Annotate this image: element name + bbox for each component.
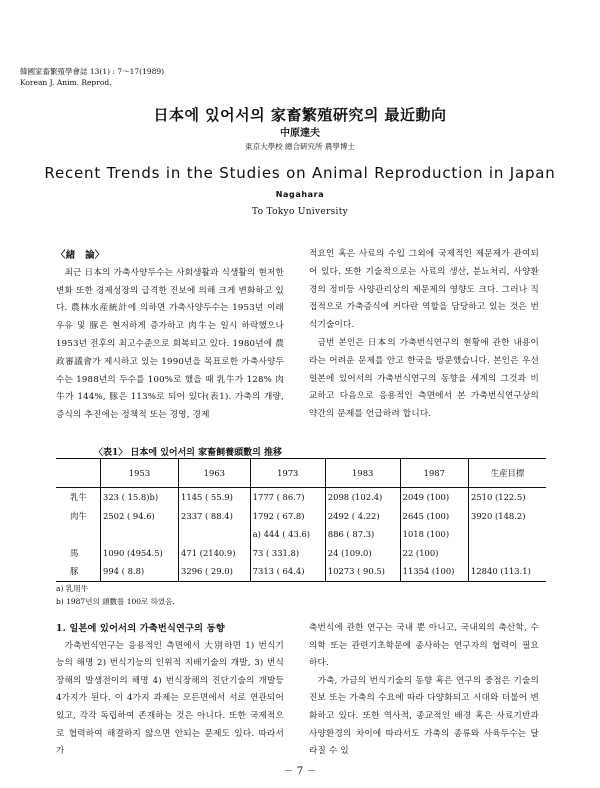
table-row — [56, 507, 546, 526]
table-cell — [179, 525, 251, 544]
table-cell: 994 ( 8.8) — [101, 562, 179, 581]
table-cell: 24 (109.0) — [325, 544, 400, 563]
affiliation-english: To Tokyo University — [252, 207, 348, 217]
table-cell: 2492 ( 4.22) — [325, 507, 400, 526]
intro-left-column — [56, 247, 284, 425]
table-cell: 1145 ( 55.9) — [179, 488, 251, 507]
table-cell: 1090 (4954.5) — [101, 544, 179, 563]
affiliation-korean: 東京大學校 總合硏究所 農學博士 — [245, 142, 355, 151]
section-paragraph: 가축, 가금의 번식기술의 동향 혹은 연구의 중점은 기술의 진보 또는 가축의 수요에 따라 다양화되고 시대와 더불어 변화하고 있다. 또한 역사적, 종교적인 배경 혹은 사료기반과 사양환경의 차이에 따라서도 가축의 종류와 사육두수는 달라질 수 있 — [309, 675, 539, 757]
row-label: 乳牛 — [70, 492, 87, 503]
table-cell: 1792 ( 67.8) — [250, 507, 325, 526]
intro-paragraph: 금번 본인은 日本의 가축번식연구의 현황에 관한 내용이라는 어려운 문제를 안고 한국을 방문했습니다. 본인은 우선 일본에 있어서의 가축번식연구의 동향을 세계의 그것과 비교하고 다음으로 응용적인 측면에서 본 가축번식연구상의 약간의 문제를 언급하려 합니다. — [309, 337, 539, 420]
livestock-table — [56, 458, 546, 582]
table-cell: 2049 (100) — [400, 488, 468, 507]
table-cell: 2645 (100) — [400, 507, 468, 526]
table-row — [56, 525, 546, 544]
table-cell: 1018 (100) — [400, 525, 468, 544]
intro-right-column — [309, 246, 539, 424]
table-cell: 12840 (113.1) — [469, 562, 546, 581]
table-cell: 10273 ( 90.5) — [325, 562, 400, 581]
page-number: － 7 － — [283, 766, 317, 777]
section-paragraph: 가축번식연구는 응용적인 측면에서 大別하면 1) 번식기능의 해명 2) 번식기능의 인위적 지배기술의 개발, 3) 번식장해의 발생전이의 해명 4) 번식장해의 진단기술의 개발등 4가지가 된다. 이 4가지 과제는 모든면에서 서로 연관되어 있고, 각각 독립하여 존재하는 것은 아니다. 또한 국제적으로 협력하여 해결하지 않으면 안되는 문제도 있다. 따라서 가 — [56, 640, 284, 757]
title-english: Recent Trends in the Studies on Animal Reproduction in Japan — [44, 164, 556, 182]
table-cell: 886 ( 87.3) — [325, 525, 400, 544]
table-header-cell: 1987 — [400, 459, 468, 488]
table-cell: 2510 (122.5) — [469, 488, 546, 507]
journal-header — [20, 66, 164, 88]
table-row — [56, 562, 546, 581]
table-header-cell: 1973 — [250, 459, 325, 488]
table-cell: 323 ( 15.8)b) — [101, 488, 179, 507]
intro-paragraph: 최근 日本의 가축사양두수는 사회생활과 식생활의 현저한 변화 또한 경제성장의 급격한 진보에 의해 크게 변화하고 있다. 農林水産統計에 의하면 가축사양두수는 1953년 이래 우유 및 豚은 현저하게 증가하고 肉牛는 일시 하락했으나 1953년 전후의 최고수준으로 회복되고 있다. 1980년에 農政審議會가 제시하고 있는 1990년을 목표로한 가축사양두수는 1988년의 두수를 100%로 했을 때 乳牛가 128% 肉牛가 144%, 豚은 113%로 되어 있다(表1). 가축의 개량, 증식의 추진에는 정책적 또는 경영, 경제 — [56, 267, 284, 421]
table-cell: 11354 (100) — [400, 562, 468, 581]
table-header-row — [56, 459, 546, 488]
title-korean: 日本에 있어서의 家畜繁殖硏究의 最近動向 — [153, 106, 447, 124]
table-cell: 7313 ( 64.4) — [250, 562, 325, 581]
section1-right-column — [309, 620, 539, 761]
table-note: a) 乳用牛 — [56, 584, 89, 593]
row-label: 馬 — [70, 547, 79, 558]
table-header-cell: 生産目標 — [469, 459, 546, 488]
author-english: Nagahara — [275, 190, 325, 199]
journal-name-en: Korean J. Anim. Reprod. — [20, 78, 112, 87]
row-label — [56, 525, 101, 544]
row-label: 肉牛 — [70, 510, 87, 521]
section-paragraph: 축번식에 관한 연구는 국내 뿐 아니고, 국내외의 축산학, 수의학 또는 관련기초학문에 종사하는 연구자의 협력이 필요하다. — [309, 623, 539, 669]
table-header-cell — [56, 459, 101, 488]
table-row — [56, 544, 546, 563]
table-cell — [469, 544, 546, 563]
section1-left-column — [56, 620, 284, 761]
table-note: b) 1987년의 頭數를 100로 하였음. — [56, 597, 175, 606]
table-cell: 1777 ( 86.7) — [250, 488, 325, 507]
intro-paragraph: 적요인 혹은 사료의 수입 그외에 국제적인 제문제가 관여되어 있다. 또한 기술적으로는 사료의 생산, 분뇨처리, 사양환경의 정비등 사양관리상의 제문제의 영향도 크다. 그러나 직접적으로 가축증식에 커다란 역할을 담당하고 있는 것은 번식기술이다. — [309, 249, 539, 331]
table-cell: 471 (2140.9) — [179, 544, 251, 563]
author-korean: 中原達夫 — [280, 128, 320, 139]
table-row — [56, 488, 546, 507]
table-cell — [469, 525, 546, 544]
table-caption: 〈表1〉 日本에 있어서의 家畜飼養頭數의 推移 — [94, 448, 282, 458]
table-cell: 2337 ( 88.4) — [179, 507, 251, 526]
table-notes — [56, 582, 175, 608]
row-label: 豚 — [56, 562, 101, 581]
table-cell: 73 ( 331.8) — [250, 544, 325, 563]
table-cell: 3920 (148.2) — [469, 507, 546, 526]
table-cell: 2098 (102.4) — [325, 488, 400, 507]
section-heading: 1. 일본에 있어서의 가축번식연구의 동향 — [56, 623, 225, 634]
table-cell: a) 444 ( 43.6) — [250, 525, 325, 544]
table-cell: 2502 ( 94.6) — [101, 507, 179, 526]
journal-citation: 韓國家畜繁殖學會誌 13(1) : 7～17(1989) — [20, 67, 165, 76]
table-cell — [101, 525, 179, 544]
intro-heading: 〈緒 論〉 — [56, 250, 105, 261]
table-header-cell: 1983 — [325, 459, 400, 488]
table-cell: 3296 ( 29.0) — [179, 562, 251, 581]
table-header-cell: 1963 — [179, 459, 251, 488]
table-cell: 22 (100) — [400, 544, 468, 563]
table-header-cell: 1953 — [101, 459, 179, 488]
